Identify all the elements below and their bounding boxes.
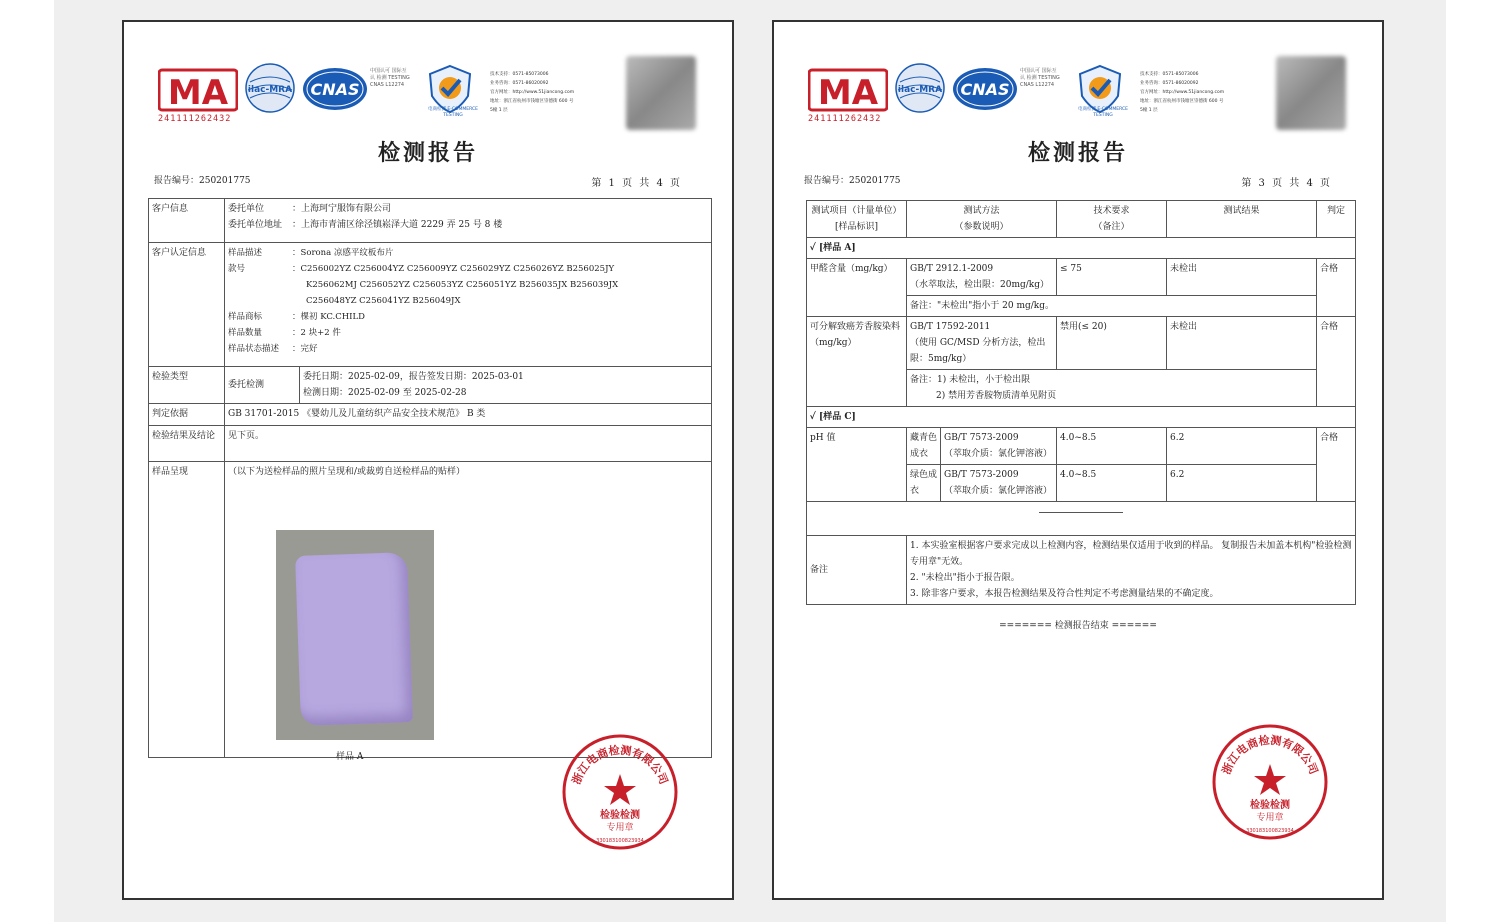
basis-label: 判定依据	[149, 404, 225, 426]
amine-item: 可分解致癌芳香胺染料（mg/kg）	[807, 317, 907, 407]
client-address: 上海市青浦区徐泾镇崧泽大道 2229 弄 25 号 8 楼	[301, 220, 503, 230]
header-result: 测试结果	[1167, 201, 1317, 238]
formaldehyde-item: 甲醛含量（mg/kg）	[807, 259, 907, 317]
result-label: 检验结果及结论	[149, 426, 225, 462]
cma-number: 241111262432	[158, 114, 232, 124]
svg-text:专用章: 专用章	[606, 823, 634, 833]
header-method: 测试方法	[963, 206, 1000, 216]
model-numbers-3: C256048YZ C256041YZ B256049JX	[306, 296, 461, 306]
contact-info: 技术支持：0571-85073006 业务咨询：0571-86020092 官方网址：http://www.51jiancong.com 地址：浙江省杭州市钱塘区崇德街 600 号 5幢 1 层	[490, 72, 575, 113]
ecommerce-testing-label: 电商检测 E-COMMERCE TESTING	[427, 107, 479, 118]
sample-quantity: 2 块+2 件	[300, 328, 341, 338]
ilac-mra-logo-icon	[244, 62, 296, 114]
test-date: 检测日期：2025-02-09 至 2025-02-28	[303, 388, 467, 398]
note-2: 2. "未检出"指小于报告限。	[910, 573, 1020, 583]
svg-text:检验检测: 检验检测	[600, 810, 640, 821]
customer-info-label: 客户信息	[149, 199, 225, 243]
header-judge: 判定	[1317, 201, 1356, 238]
ph-result-1: 6.2	[1167, 428, 1317, 465]
formaldehyde-method: GB/T 2912.1-2009	[910, 264, 994, 274]
ph-method-2: GB/T 7573-2009	[944, 470, 1019, 480]
test-results-table: 测试项目（计量单位） [样品标识] 测试方法 （参数说明） 技术要求 （备注） 测试结果 判定 ✓ [样品 A] 甲醛含量（mg/kg） GB/T 2912.1-2009 （水萃取法，检出限：20mg/kg） ≤ 75 未检出 合格 备注："未检出"指小于 20 mg/kg。 可分解致癌芳香胺染料（mg/kg） GB/T 17592-2011 （使用 GC/MSD 分析方法，检出限：5mg/kg） 禁用(≤ 20) 未检出 合格 备注：1) 未检出，小于检出限 2) 禁用芳香胺物质清单见附页 ✓ [样品 C] pH 值 藏青色成衣 GB/T 7573-2009 （萃取介质：氯化钾溶液） 4.0~8.5 6.2 合格 绿色成衣 GB/T 7573-2009 （萃取介质：氯化钾溶液） 4.0~8.5 6.2 备注 1. 本实验室根据客户要求完成以上检测内容，检测结果仅适用于收到的样品。 复制报告未加盖本机构"检验检测专用章"无效。 2. "未检出"指小于报告限。 3. 除非客户要求，本报告检测结果及符合性判定不考虑测量结果的不确定度。	[806, 200, 1356, 605]
ph-method-1: GB/T 7573-2009	[944, 433, 1019, 443]
amine-remark-1: 备注：1) 未检出，小于检出限	[910, 375, 1031, 385]
amine-result: 未检出	[1167, 317, 1317, 370]
photo-row-label: 样品呈现	[149, 462, 225, 758]
ph-part-1: 藏青色成衣	[907, 428, 941, 465]
report-title: 检测报告	[377, 140, 478, 166]
sample-photo	[276, 530, 434, 740]
ph-requirement-2: 4.0~8.5	[1057, 465, 1167, 502]
cma-logo-icon	[158, 66, 238, 114]
cma-number: 241111262432	[808, 114, 882, 124]
ecommerce-testing-label: 电商检测 E-COMMERCE TESTING	[1077, 107, 1129, 118]
report-number: 报告编号：250201775	[804, 176, 901, 186]
header-item: 测试项目（计量单位）	[811, 206, 902, 216]
svg-text:ilac-MRA: ilac-MRA	[247, 85, 293, 95]
sample-a-marker: ✓ [样品 A]	[807, 238, 1356, 259]
amine-method: GB/T 17592-2011	[910, 322, 991, 332]
photo-caption: 样品 A	[336, 752, 364, 762]
blurred-qr-code	[1276, 56, 1346, 130]
svg-text:MA: MA	[167, 73, 229, 113]
cnas-logo-icon	[302, 67, 368, 111]
report-page-3	[772, 20, 1384, 900]
contact-info: 技术支持：0571-85073006 业务咨询：0571-86020092 官方网址：http://www.51jiancong.com 地址：浙江省杭州市钱塘区崇德街 600 号 5幢 1 层	[1140, 72, 1225, 113]
report-title: 检测报告	[1027, 140, 1128, 166]
model-numbers-1: C256002YZ C256004YZ C256009YZ C256029YZ C256026YZ B256025JY	[300, 264, 615, 274]
client-name: 上海珂宁服饰有限公司	[301, 204, 392, 214]
amine-remark-2: 2) 禁用芳香胺物质清单见附页	[936, 391, 1057, 401]
note-3: 3. 除非客户要求，本报告检测结果及符合性判定不考虑测量结果的不确定度。	[910, 589, 1219, 599]
amine-judge: 合格	[1317, 317, 1356, 407]
sample-state: 完好	[300, 344, 318, 354]
formaldehyde-result: 未检出	[1167, 259, 1317, 296]
ph-judge: 合格	[1317, 428, 1356, 502]
amine-requirement: 禁用(≤ 20)	[1057, 317, 1167, 370]
commission-date: 委托日期：2025-02-09，报告签发日期：2025-03-01	[303, 372, 524, 382]
ph-part-2: 绿色成衣	[907, 465, 941, 502]
notes-label: 备注	[807, 536, 907, 605]
fabric-sample	[295, 552, 413, 726]
formaldehyde-requirement: ≤ 75	[1057, 259, 1167, 296]
sample-info-label: 客户认定信息	[149, 243, 225, 367]
note-1: 1. 本实验室根据客户要求完成以上检测内容，检测结果仅适用于收到的样品。 复制报告未加盖本机构"检验检测专用章"无效。	[910, 541, 1352, 567]
cma-logo-icon	[808, 66, 888, 114]
official-seal-icon	[1210, 722, 1330, 842]
test-type-label: 检验类型	[149, 367, 225, 404]
cnas-caption: 中国认可 国际互认 检测 TESTING CNAS L12274	[370, 68, 410, 88]
formaldehyde-remark: 备注："未检出"指小于 20 mg/kg。	[907, 296, 1317, 317]
svg-text:CNAS: CNAS	[960, 80, 1010, 99]
svg-text:ilac-MRA: ilac-MRA	[897, 85, 943, 95]
svg-text:浙江电商检测有限公司: 浙江电商检测有限公司	[569, 743, 671, 787]
divider-row	[807, 502, 1356, 536]
model-numbers-2: K256062MJ C256052YZ C256053YZ C256051YZ B256035JX B256039JX	[306, 280, 619, 290]
svg-text:330183100823934: 330183100823934	[596, 838, 644, 844]
sample-description: Sorona 凉感平纹板布片	[300, 248, 394, 258]
page-indicator: 第 3 页 共 4 页	[1241, 178, 1332, 189]
ph-result-2: 6.2	[1167, 465, 1317, 502]
sample-c-marker: ✓ [样品 C]	[807, 407, 1356, 428]
report-end-marker: ======= 检测报告结束 ======	[999, 621, 1157, 631]
ph-requirement-1: 4.0~8.5	[1057, 428, 1167, 465]
formaldehyde-judge: 合格	[1317, 259, 1356, 317]
svg-text:CNAS: CNAS	[310, 80, 360, 99]
cnas-logo-icon	[952, 67, 1018, 111]
basis-value: GB 31701-2015 《婴幼儿及儿童纺织产品安全技术规范》 B 类	[225, 404, 712, 426]
sample-brand: 棵初 KC.CHILD	[300, 312, 365, 322]
header-requirement: 技术要求	[1093, 206, 1130, 216]
result-value: 见下页。	[225, 426, 712, 462]
report-number: 报告编号：250201775	[154, 176, 251, 186]
cnas-caption: 中国认可 国际互认 检测 TESTING CNAS L12274	[1020, 68, 1060, 88]
page-indicator: 第 1 页 共 4 页	[591, 178, 682, 189]
blurred-qr-code	[626, 56, 696, 130]
report-page-1	[122, 20, 734, 900]
svg-text:330183100823934: 330183100823934	[1246, 828, 1294, 834]
svg-text:浙江电商检测有限公司: 浙江电商检测有限公司	[1219, 733, 1321, 777]
photo-row-note: （以下为送检样品的照片呈现和/或裁剪自送检样品的贴样）	[225, 462, 712, 758]
svg-text:检验检测: 检验检测	[1250, 800, 1290, 811]
test-type-value: 委托检测	[225, 367, 300, 403]
customer-info-table: 客户信息 委托单位 ： 上海珂宁服饰有限公司 委托单位地址 ： 上海市青浦区徐泾镇崧泽大道 2229 弄 25 号 8 楼 客户认定信息 样品描述 ： Sorona 凉感平纹板布片 款号 ： C256002YZ C256004YZ C256009YZ C256029YZ C256026YZ B256025JY K256062MJ C256052YZ C256053YZ C256051YZ B256035JX B256039JX C256048YZ C256041YZ B256049JX 样品商标 ： 棵初 KC.CHILD 样品数量 ： 2 块+2 件 样品状态描述 ： 完好 检验类型 委托检测 委托日期：2025-02-09，报告签发日期：2025-03-01 检测日期：2025-02-09 至 2025-02-28 判定依据 GB 31701-2015 《婴幼儿及儿童纺织产品安全技术规范》 B 类 检验结果及结论 见下页。 样品呈现 （以下为送检样品的照片呈现和/或裁剪自送检样品的贴样）	[148, 198, 712, 758]
divider-line	[1039, 512, 1123, 513]
official-seal-icon	[560, 732, 680, 852]
svg-text:专用章: 专用章	[1256, 813, 1284, 823]
ph-item: pH 值	[807, 428, 907, 502]
svg-text:MA: MA	[817, 73, 879, 113]
ilac-mra-logo-icon	[894, 62, 946, 114]
